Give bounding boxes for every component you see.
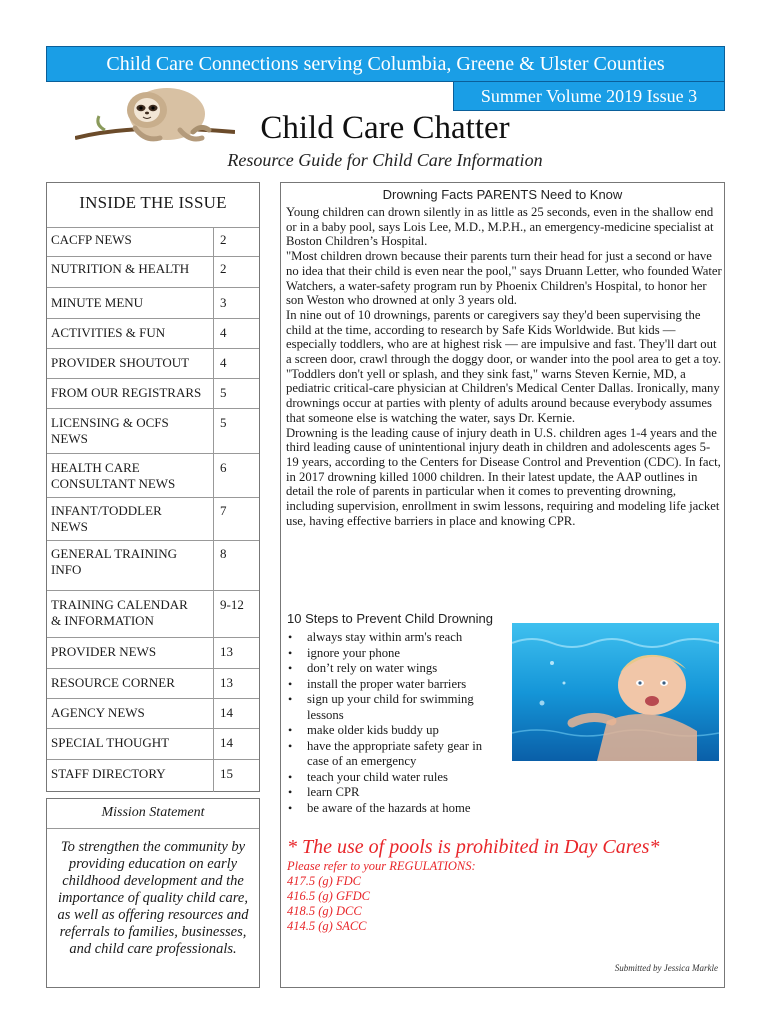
toc-row [47,540,259,590]
toc-section-name: PROVIDER SHOUTOUT [51,355,190,370]
toc-section-name: AGENCY NEWS [51,705,145,720]
toc-row [47,408,259,453]
article-paragraph: "Most children drown because their parents turn their head for just a second or have no idea that their child is even near the pool," says Druann Letter, who founded Water Watchers, a water-safety program run by Phoenix Children's Hospital, to honor her son Weston who drowned at only 3 years old. [286,249,722,308]
article-heading: Drowning Facts PARENTS Need to Know [382,187,623,202]
toc-row [47,227,259,256]
toc-page-number: 6 [213,454,260,497]
regulations-line: 414.5 (g) SACC [287,919,367,933]
toc-section-name: HEALTH CARE CONSULTANT NEWS [51,460,176,491]
regulations-line: 416.5 (g) GFDC [287,889,370,903]
toc-page-number: 2 [213,228,260,256]
toc-section-name: NUTRITION & HEALTH [51,261,190,276]
toc-row [47,497,259,540]
toc-section-name: GENERAL TRAINING INFO [51,546,178,577]
list-item: • make older kids buddy up [287,723,507,739]
steps-list [287,630,507,816]
article-body [286,205,722,528]
article-paragraph: Young children can drown silently in as little as 25 seconds, even in the shallow end or in a baby pool, says Lois Lee, M.D., M.P.H., an emergency-medicine specialist at Boston Children’s Hospital. [286,205,714,249]
toc-section-name: RESOURCE CORNER [51,675,175,690]
pool-prohibited-notice [287,835,719,934]
toc-page-number: 8 [213,541,260,590]
toc-row [47,256,259,287]
list-item: • sign up your child for swimming lessons [287,692,507,723]
list-item: • always stay within arm's reach [287,630,507,646]
toc-page-number: 5 [213,409,260,453]
toc-row [47,637,259,668]
toc-section-name: LICENSING & OCFS NEWS [51,415,169,446]
toc-section-name: TRAINING CALENDAR & INFORMATION [51,597,188,628]
toc-page-number: 13 [213,638,260,668]
toc-row [47,348,259,378]
toc-section-name: STAFF DIRECTORY [51,766,166,781]
list-item: • ignore your phone [287,646,507,662]
mission-text: To strengthen the community by providing education on early childhood development and the importance of quality child care, as well as offering resources and referrals to families, businesses, and child care professionals. [57,839,249,957]
toc-row [47,287,259,318]
warning-title: * The use of pools is prohibited in Day Cares* [287,836,660,858]
toc-page-number: 2 [213,257,260,287]
table-of-contents [46,182,260,792]
regulations-line: 417.5 (g) FDC [287,874,361,888]
toc-page-number: 14 [213,699,260,728]
toc-section-name: PROVIDER NEWS [51,644,157,659]
newsletter-title: Child Care Chatter [260,110,510,146]
mission-statement-box [46,798,260,988]
toc-page-number: 14 [213,729,260,759]
newsletter-banner: Child Care Connections serving Columbia, Greene & Ulster Counties [46,46,725,82]
volume-issue-badge: Summer Volume 2019 Issue 3 [453,81,725,111]
swimming-child-photo [512,623,719,761]
list-item: • install the proper water barriers [287,677,507,693]
toc-title: INSIDE THE ISSUE [79,193,227,212]
article-paragraph: In nine out of 10 drownings, parents or caregivers say they'd been supervising the child at the time, according to research by Safe Kids Worldwide. But kids — especially toddlers, who are at highest risk — are impulsive and fast. They'll dart out a screen door, crawl through the doggy door, or wander into the pool area to get a toy. [286,307,722,367]
toc-section-name: SPECIAL THOUGHT [51,735,170,750]
toc-page-number: 15 [213,760,260,792]
steps-heading: 10 Steps to Prevent Child Drowning [287,611,493,626]
toc-row [47,759,259,792]
toc-page-number: 5 [213,379,260,408]
toc-page-number: 4 [213,349,260,378]
submitted-by-credit: Submitted by Jessica Markle [614,963,718,973]
toc-page-number: 3 [213,288,260,318]
toc-section-name: ACTIVITIES & FUN [51,325,166,340]
toc-row [47,590,259,637]
article-paragraph: Drowning is the leading cause of injury death in U.S. children ages 1-4 years and the third leading cause of unintentional injury death in children and adolescents ages 5-19 years, according to the Centers for Disease Control and Prevention (CDC). In fact, in 2017 drowning killed 1000 children. In their latest update, the AAP outlines in detail the role of parents in particular when it comes to preventing drowning, including supervision, enrollment in swim lessons, requiring and modeling life jacket use, having effective barriers in place and knowing CPR. [286,425,721,528]
list-item: • don’t rely on water wings [287,661,507,677]
toc-row [47,453,259,497]
toc-section-name: MINUTE MENU [51,295,144,310]
toc-row [47,698,259,728]
list-item: • teach your child water rules [287,770,507,786]
toc-section-name: FROM OUR REGISTRARS [51,385,202,400]
regulations-line: Please refer to your REGULATIONS: [287,859,476,873]
list-item: • be aware of the hazards at home [287,801,507,817]
regulations-line: 418.5 (g) DCC [287,904,362,918]
toc-row [47,668,259,698]
toc-section-name: CACFP NEWS [51,232,132,247]
list-item: • learn CPR [287,785,507,801]
toc-page-number: 7 [213,498,260,540]
mission-title: Mission Statement [47,799,259,829]
toc-page-number: 13 [213,669,260,698]
toc-row [47,728,259,759]
list-item: • have the appropriate safety gear in case of an emergency [287,739,507,770]
toc-page-number: 4 [213,319,260,348]
toc-row [47,318,259,348]
newsletter-subtitle: Resource Guide for Child Care Information [227,150,543,170]
article-paragraph: "Toddlers don't yell or splash, and they sink fast," warns Steven Kernie, MD, a pediatric critical-care physician at Children's Medical Center Dallas. Ironically, many drownings occur at parties with plenty of adults around because everybody assumes that someone else is watching the water, says Dr. Kernie. [286,366,720,425]
toc-row [47,378,259,408]
drowning-article [280,182,725,988]
toc-page-number: 9-12 [213,591,260,637]
toc-section-name: INFANT/TODDLER NEWS [51,503,162,534]
